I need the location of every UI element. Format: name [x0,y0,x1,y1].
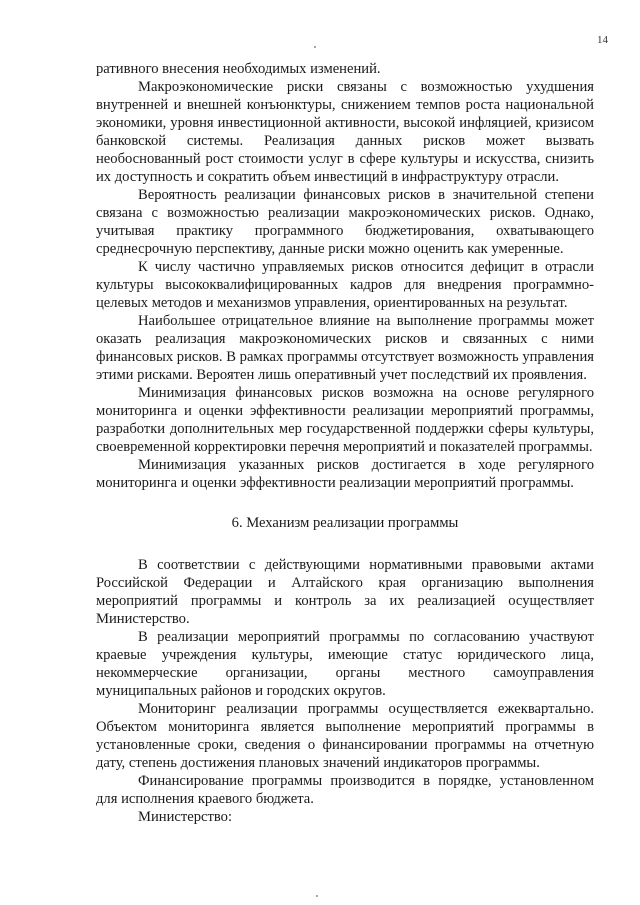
section-heading: 6. Механизм реализации программы [231,515,459,531]
paragraph-managed-risks: К числу частично управляемых рисков относится дефицит в отрасли культуры высококвалифицированных кадров для внедрения программно-целевых методов и механизмов управления, ориентированных на результат. [96,259,594,311]
paragraph-financing: Финансирование программы производится в порядке, установленном для исполнения краевого бюджета. [96,773,594,807]
paragraph-ministry: Министерство: [138,809,233,825]
scan-speck [314,46,316,48]
paragraph-participants: В реализации мероприятий программы по согласованию участвуют краевые учреждения культуры, имеющие статус юридического лица, некоммерческие организации, органы местного самоуправления муниципальных районов и городских округов. [96,629,594,699]
paragraph-continuation: ративного внесения необходимых изменений. [96,61,381,77]
paragraph-risk-minimization: Минимизация финансовых рисков возможна на основе регулярного мониторинга и оценки эффективности реализации мероприятий программы, разработки дополнительных мер государственной поддержки сферы культуры, своевременной корректировки перечня мероприятий и показателей программы. [96,385,594,455]
paragraph-macroeconomic-risks: Макроэкономические риски связаны с возможностью ухудшения внутренней и внешней конъюнктуры, снижением темпов роста национальной экономики, уровня инвестиционной активности, высокой инфляцией, кризисом банковской системы. Реализация данных рисков может вызвать необоснованный рост стоимости услуг в сфере культуры и искусства, снизить их доступность и сократить объем инвестиций в инфраструктуру отрасли. [96,79,594,185]
scan-speck [316,895,318,897]
document-body [96,60,594,826]
paragraph-negative-impact: Наибольшее отрицательное влияние на выполнение программы может оказать реализация макроэкономических рисков и связанных с ними финансовых рисков. В рамках программы отсутствует возможность управления этими рисками. Вероятен лишь оперативный учет последствий их проявления. [96,313,594,383]
paragraph-monitoring: Мониторинг реализации программы осуществляется ежеквартально. Объектом мониторинга является выполнение мероприятий программы в установленные сроки, сведения о финансировании программы на отчетную дату, степень достижения плановых значений индикаторов программы. [96,701,594,771]
paragraph-legal-basis: В соответствии с действующими нормативными правовыми актами Российской Федерации и Алтайского края организацию выполнения мероприятий программы и контроль за их реализацией осуществляет Министерство. [96,557,594,627]
page-number: 14 [597,34,608,46]
paragraph-risk-minimization-monitoring: Минимизация указанных рисков достигается в ходе регулярного мониторинга и оценки эффективности реализации мероприятий программы. [96,457,594,491]
paragraph-financial-risks: Вероятность реализации финансовых рисков в значительной степени связана с возможностью реализации макроэкономических рисков. Однако, учитывая практику программного бюджетирования, охватывающего среднесрочную перспективу, данные риски можно оценить как умеренные. [96,187,594,257]
